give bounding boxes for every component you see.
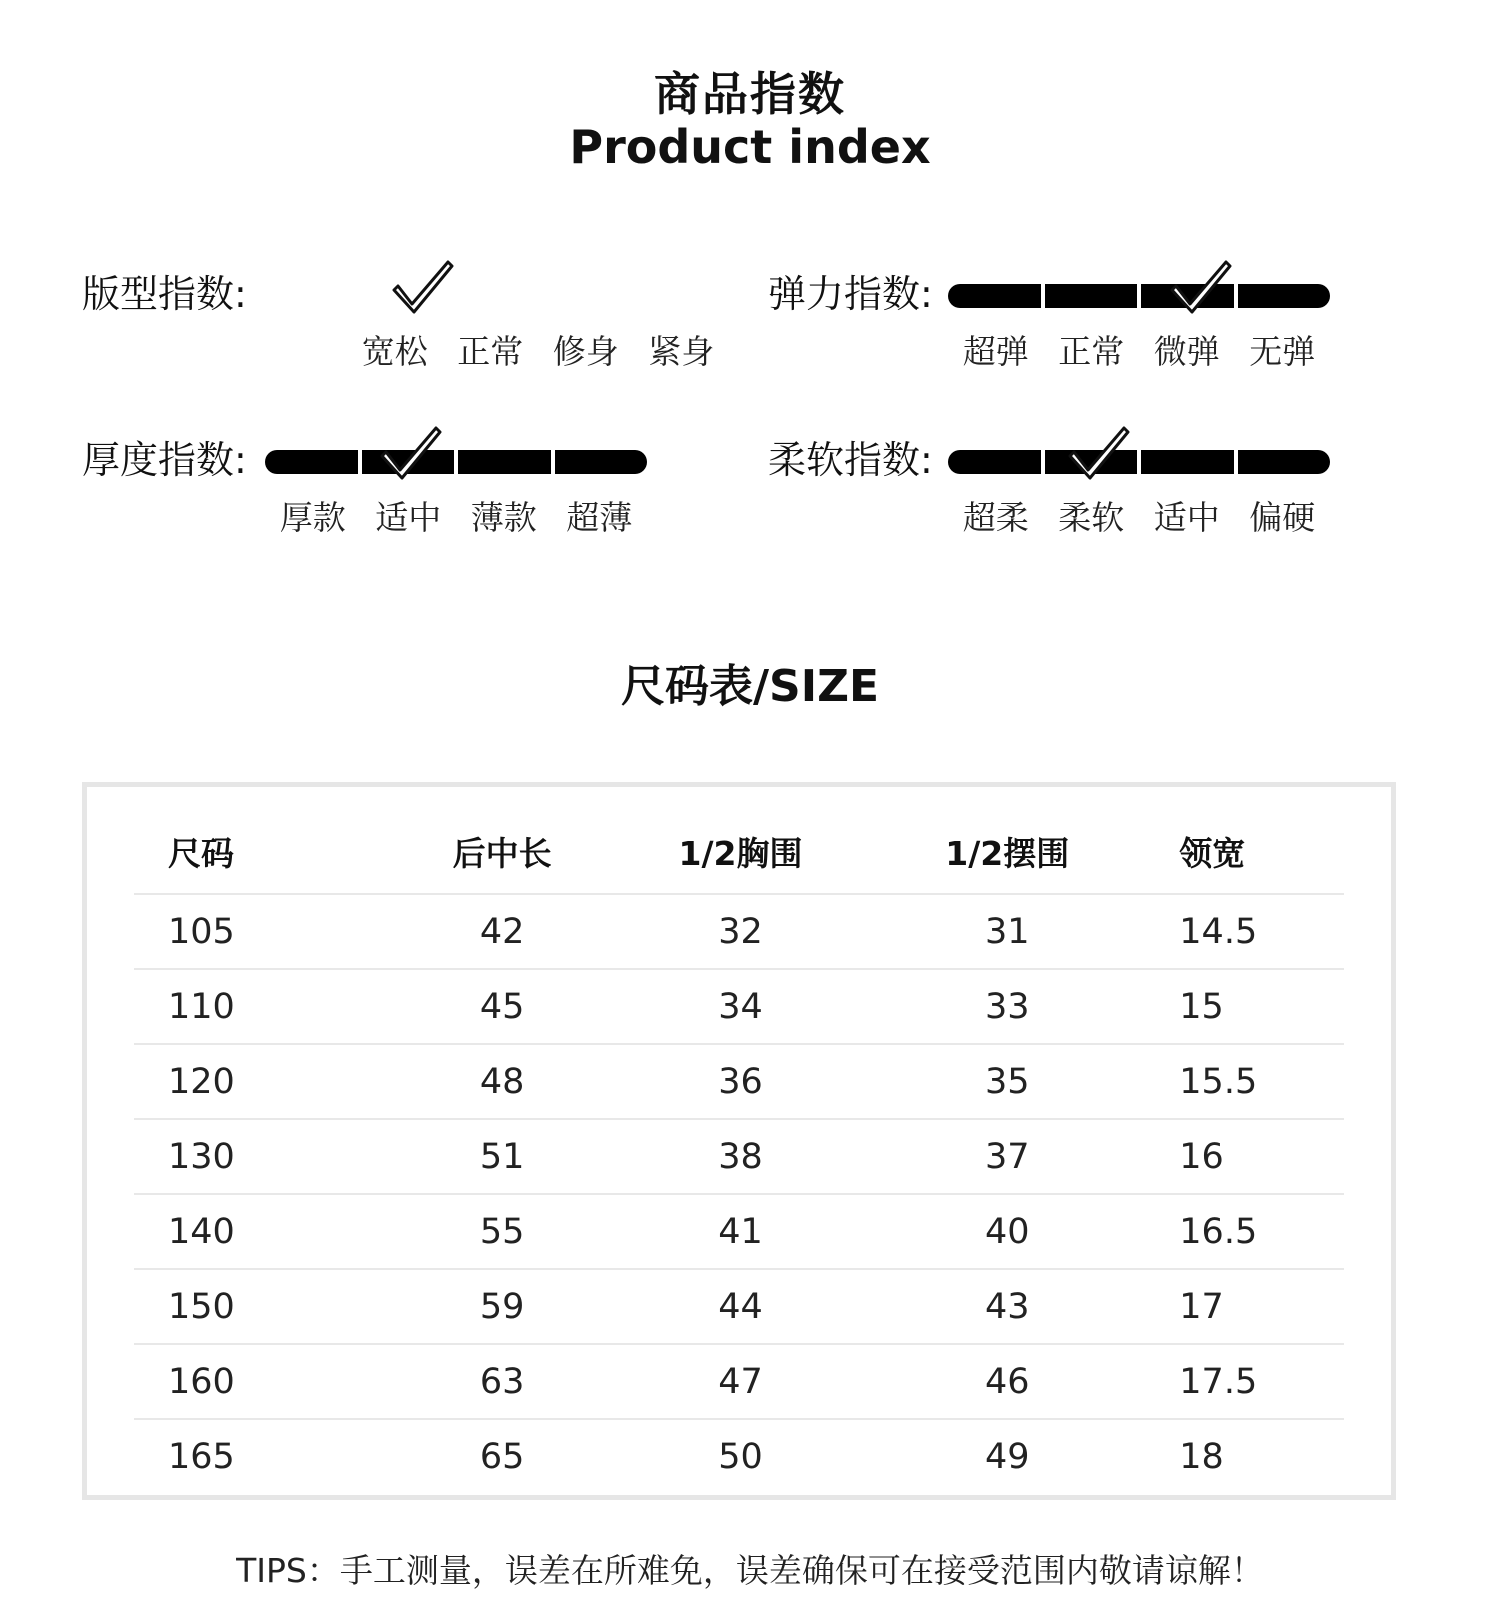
thickness-index <box>82 438 702 568</box>
softness-index-label: 柔软指数: <box>768 438 933 482</box>
checkmark-icon <box>392 256 454 318</box>
thickness-index-bar <box>265 450 647 474</box>
fit-option: 正常 <box>457 332 524 371</box>
elasticity-index-bar <box>948 284 1330 308</box>
elasticity-option: 正常 <box>1058 332 1125 371</box>
table-cell: 34 <box>626 969 856 1044</box>
elasticity-option: 超弹 <box>962 332 1029 371</box>
column-header: 尺码 <box>134 809 379 894</box>
column-header: 领宽 <box>1159 809 1344 894</box>
softness-option: 适中 <box>1153 498 1220 537</box>
table-row <box>134 1419 1344 1493</box>
table-cell: 63 <box>379 1344 626 1419</box>
bar-segment <box>1141 450 1234 474</box>
table-cell: 110 <box>134 969 379 1044</box>
table-cell: 15.5 <box>1159 1044 1344 1119</box>
page-title-en: Product index <box>569 120 931 174</box>
table-cell: 160 <box>134 1344 379 1419</box>
bar-segment <box>265 450 358 474</box>
table-row <box>134 1044 1344 1119</box>
softness-option: 超柔 <box>962 498 1029 537</box>
checkmark-icon <box>1170 256 1232 318</box>
table-cell: 47 <box>626 1344 856 1419</box>
table-cell: 31 <box>855 894 1159 969</box>
softness-option: 偏硬 <box>1249 498 1316 537</box>
table-cell: 17 <box>1159 1269 1344 1344</box>
fit-index-options <box>347 332 729 372</box>
table-cell: 59 <box>379 1269 626 1344</box>
bar-segment <box>1045 284 1138 308</box>
page-title-zh: 商品指数 <box>654 67 846 121</box>
table-cell: 150 <box>134 1269 379 1344</box>
table-cell: 120 <box>134 1044 379 1119</box>
table-cell: 130 <box>134 1119 379 1194</box>
bar-segment <box>1238 450 1331 474</box>
column-header: 1/2胸围 <box>626 809 856 894</box>
table-row <box>134 1119 1344 1194</box>
table-cell: 35 <box>855 1044 1159 1119</box>
checkmark-icon <box>1068 422 1130 484</box>
table-row <box>134 894 1344 969</box>
table-cell: 16 <box>1159 1119 1344 1194</box>
table-cell: 41 <box>626 1194 856 1269</box>
size-table <box>134 809 1344 1493</box>
table-row <box>134 1269 1344 1344</box>
fit-index <box>82 272 715 402</box>
bar-segment <box>458 450 551 474</box>
table-cell: 14.5 <box>1159 894 1344 969</box>
fit-option: 紧身 <box>648 332 715 371</box>
table-cell: 18 <box>1179 1436 1224 1477</box>
thickness-index-label: 厚度指数: <box>82 438 247 482</box>
table-cell: 105 <box>134 894 379 969</box>
softness-option: 柔软 <box>1058 498 1125 537</box>
fit-option: 宽松 <box>361 332 428 371</box>
thickness-option: 适中 <box>375 498 442 537</box>
table-row <box>134 1194 1344 1269</box>
table-row <box>134 1344 1344 1419</box>
table-cell: 45 <box>379 969 626 1044</box>
table-cell: 50 <box>718 1436 763 1477</box>
size-table-container <box>82 782 1396 1500</box>
table-cell: 44 <box>626 1269 856 1344</box>
table-cell: 40 <box>855 1194 1159 1269</box>
fit-option: 修身 <box>552 332 619 371</box>
softness-index-bar <box>948 450 1330 474</box>
table-cell: 49 <box>984 1436 1030 1477</box>
elasticity-option: 微弹 <box>1153 332 1220 371</box>
elasticity-index <box>768 272 1388 402</box>
table-cell: 65 <box>479 1436 525 1477</box>
table-cell: 17.5 <box>1159 1344 1344 1419</box>
tips-text: TIPS：手工测量，误差在所难免，误差确保可在接受范围内敬请谅解！ <box>236 1551 1264 1590</box>
checkmark-icon <box>380 422 442 484</box>
table-cell: 48 <box>379 1044 626 1119</box>
bar-segment <box>948 450 1041 474</box>
table-cell: 38 <box>626 1119 856 1194</box>
table-cell: 15 <box>1159 969 1344 1044</box>
column-header: 1/2摆围 <box>855 809 1159 894</box>
table-header-row <box>134 809 1344 894</box>
softness-index-options <box>948 498 1330 538</box>
size-chart-title: 尺码表/SIZE <box>620 661 880 712</box>
thickness-index-options <box>265 498 647 538</box>
bar-segment <box>1238 284 1331 308</box>
table-cell: 37 <box>855 1119 1159 1194</box>
table-cell: 140 <box>134 1194 379 1269</box>
column-header: 后中长 <box>379 809 626 894</box>
table-cell: 165 <box>168 1436 235 1477</box>
thickness-option: 薄款 <box>470 498 537 537</box>
fit-index-label: 版型指数: <box>82 272 247 316</box>
elasticity-option: 无弹 <box>1249 332 1316 371</box>
table-cell: 16.5 <box>1159 1194 1344 1269</box>
elasticity-index-options <box>948 332 1330 372</box>
table-cell: 55 <box>379 1194 626 1269</box>
softness-index <box>768 438 1388 568</box>
table-cell: 36 <box>626 1044 856 1119</box>
table-cell: 51 <box>379 1119 626 1194</box>
elasticity-index-label: 弹力指数: <box>768 272 933 316</box>
table-cell: 32 <box>626 894 856 969</box>
table-row <box>134 969 1344 1044</box>
table-cell: 42 <box>379 894 626 969</box>
bar-segment <box>555 450 648 474</box>
table-cell: 33 <box>855 969 1159 1044</box>
thickness-option: 超薄 <box>566 498 633 537</box>
table-cell: 46 <box>855 1344 1159 1419</box>
bar-segment <box>948 284 1041 308</box>
table-cell: 43 <box>855 1269 1159 1344</box>
thickness-option: 厚款 <box>279 498 346 537</box>
